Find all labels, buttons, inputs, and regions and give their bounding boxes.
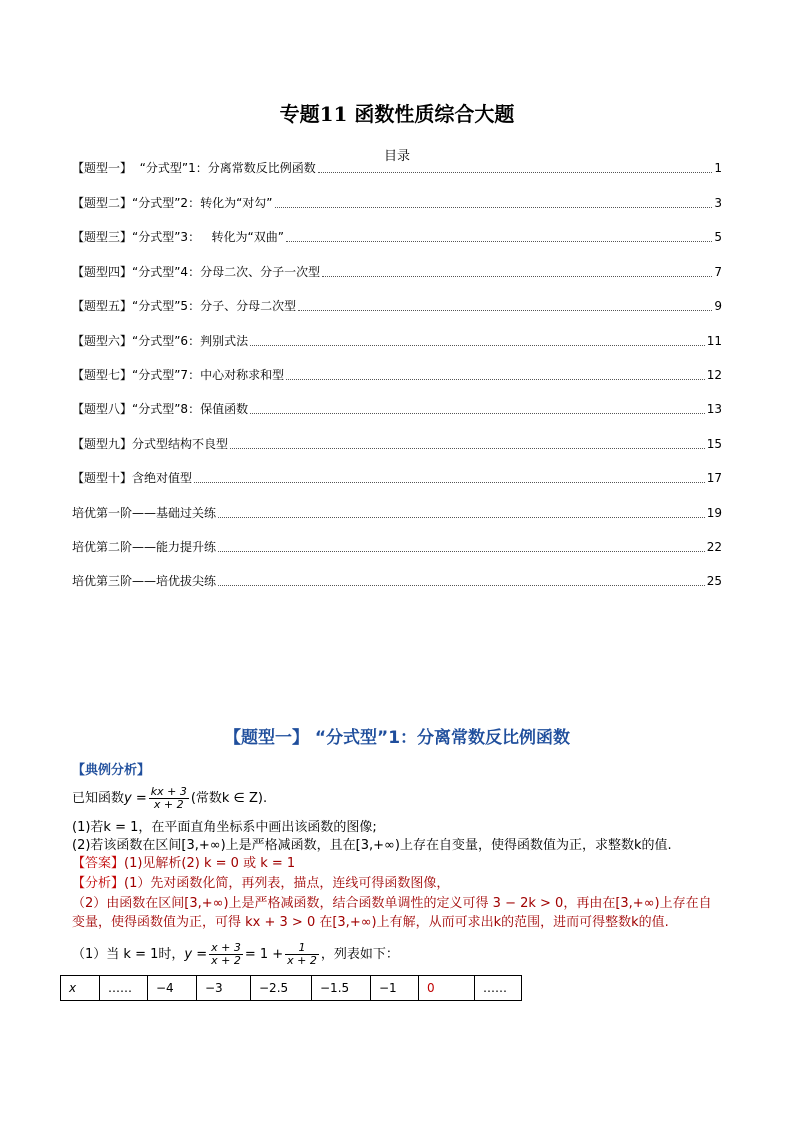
fraction-numerator: kx + 3 [150, 785, 187, 798]
toc-entry-page: 3 [714, 196, 722, 210]
solution-mid: = 1 + [244, 947, 284, 962]
toc-entry-page: 22 [706, 540, 722, 554]
toc-entry[interactable] [72, 539, 722, 555]
toc-entry-page: 1 [714, 161, 722, 175]
toc-entry[interactable] [72, 436, 722, 452]
toc-entry-label: 【题型八】“分式型”8：保值函数 [72, 402, 249, 416]
problem-fraction [149, 786, 189, 811]
dot-leader [250, 412, 705, 414]
problem-prefix: 已知函数 [72, 791, 125, 806]
dot-leader [218, 584, 705, 586]
dot-leader [318, 171, 713, 173]
dot-leader [275, 206, 713, 208]
toc-entry[interactable] [72, 264, 722, 280]
fraction-numerator: 1 [285, 942, 319, 955]
table-row [61, 976, 522, 1001]
solution-fraction-2 [285, 942, 319, 967]
toc-entry[interactable] [72, 367, 722, 383]
fraction-denominator: x + 2 [287, 954, 317, 967]
dot-leader [322, 275, 712, 277]
value-table [60, 975, 522, 1001]
dot-leader [298, 309, 712, 311]
toc-entry[interactable] [72, 573, 722, 589]
table-cell: …… [100, 976, 148, 1001]
toc-entry-label: 【题型二】“分式型”2：转化为“对勾” [72, 196, 273, 210]
toc-entry-label: 培优第二阶——能力提升练 [72, 540, 217, 554]
toc-entry[interactable] [72, 470, 722, 486]
toc-entry-page: 15 [706, 437, 722, 451]
toc-entry[interactable] [72, 229, 722, 245]
answer-line [72, 855, 295, 873]
toc-entry-page: 19 [706, 506, 722, 520]
table-cell: −3 [197, 976, 251, 1001]
table-cell: −1.5 [312, 976, 371, 1001]
answer-label: 【答案】 [72, 856, 125, 871]
question-1: (1)若k = 1，在平面直角坐标系中画出该函数的图像; [72, 820, 377, 835]
problem-suffix: (常数k ∈ Z). [190, 791, 268, 806]
table-cell: −4 [148, 976, 197, 1001]
fraction-denominator: x + 2 [153, 798, 184, 811]
dot-leader [194, 481, 705, 483]
toc-heading: 目录 [383, 149, 410, 164]
dot-leader [218, 516, 705, 518]
toc-entry-page: 5 [714, 230, 722, 244]
toc-entry-label: 【题型十】含绝对值型 [72, 471, 193, 485]
table-cell: x [61, 976, 100, 1001]
toc-entry-page: 11 [706, 334, 722, 348]
toc-entry-label: 培优第一阶——基础过关练 [72, 506, 217, 520]
solution-y: y = [184, 947, 208, 962]
solution-fraction-1 [209, 942, 243, 967]
table-cell: …… [475, 976, 522, 1001]
toc-entry-label: 【题型三】“分式型”3： 转化为“双曲” [72, 230, 284, 244]
toc-entry-label: 【题型七】“分式型”7：中心对称求和型 [72, 368, 285, 382]
dot-leader [286, 378, 705, 380]
table-cell: −1 [371, 976, 419, 1001]
problem-statement [72, 786, 267, 811]
fraction-numerator: x + 3 [211, 941, 241, 954]
problem-y: y = [124, 791, 147, 806]
example-heading: 【典例分析】 [72, 763, 151, 778]
solution-post: ，列表如下： [320, 947, 399, 962]
toc-entry[interactable] [72, 195, 722, 211]
solution-line [72, 942, 399, 967]
toc-entry[interactable] [72, 505, 722, 521]
document-title: 专题11 函数性质综合大题 [279, 102, 515, 126]
analysis-line-2: （2）由函数在区间[3,+∞)上是严格减函数，结合函数单调性的定义可得 3 − 2k > 0，再由在[3,+∞)上存在自 [72, 896, 712, 911]
dot-leader [230, 447, 705, 449]
toc-entry-page: 12 [706, 368, 722, 382]
dot-leader [286, 240, 712, 242]
toc-entry-label: 【题型五】“分式型”5：分子、分母二次型 [72, 299, 297, 313]
analysis-line-1 [72, 875, 449, 893]
solution-pre: （1）当 k = 1时， [72, 947, 185, 962]
dot-leader [250, 344, 705, 346]
toc-entry-page: 25 [706, 574, 722, 588]
fraction-denominator: x + 2 [211, 954, 241, 967]
toc-entry-page: 17 [706, 471, 722, 485]
table-cell: −2.5 [251, 976, 312, 1001]
toc-entry-page: 7 [714, 265, 722, 279]
table-cell: 0 [419, 976, 475, 1001]
dot-leader [218, 550, 705, 552]
analysis-text-1: (1）先对函数化简，再列表，描点，连线可得函数图像， [124, 876, 450, 891]
toc-entry[interactable] [72, 160, 722, 176]
toc-entry-label: 【题型四】“分式型”4：分母二次、分子一次型 [72, 265, 321, 279]
toc-entry[interactable] [72, 333, 722, 349]
toc-entry-label: 【题型一】 “分式型”1：分离常数反比例函数 [72, 161, 316, 175]
toc-entry-page: 9 [714, 299, 722, 313]
toc-entry-page: 13 [706, 402, 722, 416]
question-2: (2)若该函数在区间[3,+∞)上是严格减函数，且在[3,+∞)上存在自变量，使得函数值为正，求整数k的值. [72, 838, 672, 853]
analysis-label: 【分析】 [72, 876, 125, 891]
toc-entry[interactable] [72, 401, 722, 417]
analysis-line-3: 变量，使得函数值为正，可得 kx + 3 > 0 在[3,+∞)上有解，从而可求出k的范围，进而可得整数k的值. [72, 915, 669, 930]
toc-entry-label: 培优第三阶——培优拔尖练 [72, 574, 217, 588]
toc-entry-label: 【题型九】分式型结构不良型 [72, 437, 229, 451]
toc-entry[interactable] [72, 298, 722, 314]
toc-entry-label: 【题型六】“分式型”6：判别式法 [72, 334, 249, 348]
section-title: 【题型一】 “分式型”1：分离常数反比例函数 [223, 728, 571, 748]
answer-text: (1)见解析(2) k = 0 或 k = 1 [124, 856, 296, 871]
